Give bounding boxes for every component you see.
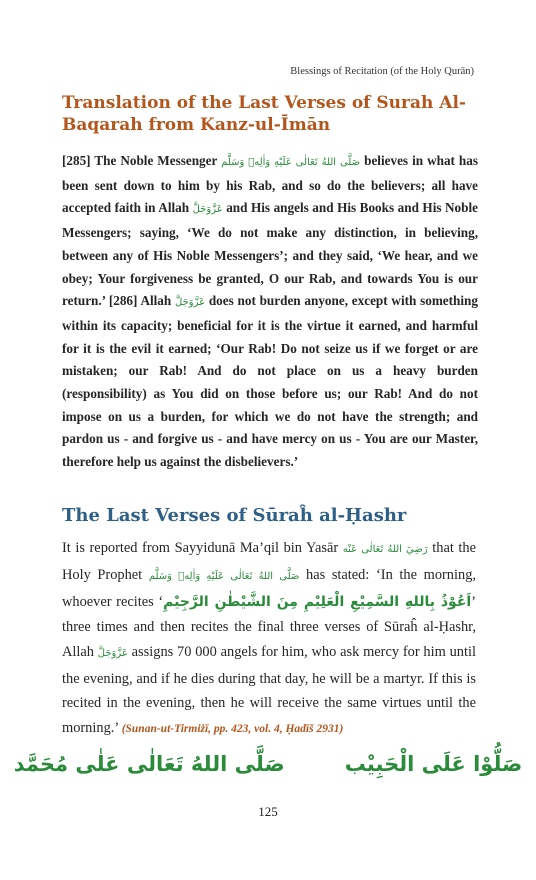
text-run: and His angels and His Books and His Noble Messengers; saying, ‘We do not make any distinction, in believing, between any of His Noble Messengers’; and they said, ‘We hear, and we obey; Your forgiveness be granted, O our Rab, and towards You is our return.’ [286] Allah bbox=[62, 200, 478, 309]
hadith-reference: (Sunan-ut-Tirmiżī, pp. 423, vol. 4, Ḥadīš 2931) bbox=[121, 723, 344, 736]
text-run: It is reported from Sayyidunā Ma’qil bin Yasār bbox=[62, 540, 343, 556]
azza-wa-jall-calligraphy: عَزَّوَجَلَّ bbox=[97, 647, 128, 659]
section-title-baqarah: Translation of the Last Verses of Surah Al-Baqarah from Kanz-ul-Īmān bbox=[62, 93, 466, 135]
text-run: assigns 70 000 angels for him, who ask mercy for him until the evening, and if he dies during that day, he will be a martyr. If this is recited in the evening, then he will receive the same virtues until the morning.’ bbox=[62, 643, 476, 737]
text-run: that the Holy Prophet bbox=[62, 540, 476, 583]
section-title-hashr: The Last Verses of Sūraĥ al-Ḥashr bbox=[62, 505, 407, 526]
azza-wa-jall-calligraphy: عَزَّوَجَلَّ bbox=[192, 204, 223, 216]
radi-allahu-calligraphy: رَضِيَ اللهُ تَعَالٰى عَنْه bbox=[342, 544, 428, 555]
durood-sallallahu: صَلَّى اللهُ تَعَالٰى عَلٰى مُحَمَّد bbox=[13, 752, 285, 776]
text-run: believes in what has been sent down to him by his Rab, and so do the believers; all have accepted faith in Allah bbox=[62, 153, 478, 216]
text-run: [285] The Noble Messenger bbox=[62, 153, 222, 168]
salawat-calligraphy: صَلَّى اللهُ تَعَالٰى عَلَيْهِ وَاٰلِهٖ وَسَلَّم bbox=[148, 570, 300, 582]
paragraph-baqarah-translation bbox=[62, 150, 478, 474]
text-run: ’ three times and then recites the final three verses of Sūraĥ al-Ḥashr, Allah bbox=[62, 593, 476, 660]
durood-footer bbox=[0, 752, 536, 776]
text-run: has stated: ‘In the morning, whoever recites ‘ bbox=[62, 566, 476, 610]
text-run: does not burden anyone, except with something within its capacity; beneficial for it is the virtue it earned, and harmful for it is the evil it earned; ‘Our Rab! Do not seize us if we forget or are mistaken; our Rab! And do not place on us a heavy burden (responsibility) as You did on those before us; our Rab! And do not impose on us a burden, for which we do not have the strength; and pardon us - and forgive us - and have mercy on us - You are our Master, therefore help us against the disbelievers.’ bbox=[62, 293, 478, 470]
page-number: 125 bbox=[258, 804, 278, 819]
azza-wa-jall-calligraphy: عَزَّوَجَلَّ bbox=[175, 297, 206, 309]
running-head: Blessings of Recitation (of the Holy Qurān) bbox=[290, 66, 474, 77]
salawat-calligraphy: صَلَّى اللهُ تَعَالٰى عَلَيْهِ وَاٰلِهٖ وَسَلَّم bbox=[221, 157, 361, 168]
paragraph-hashr bbox=[62, 536, 476, 742]
taawwudh-arabic: اَعُوْذُ بِاللهِ السَّمِيْعِ الْعَلِيْمِ مِنَ الشَّيْطٰنِ الرَّجِيْمِ bbox=[163, 593, 472, 610]
durood-sallu-alal-habib: صَلُّوْا عَلَى الْحَبِيْب bbox=[344, 752, 523, 776]
